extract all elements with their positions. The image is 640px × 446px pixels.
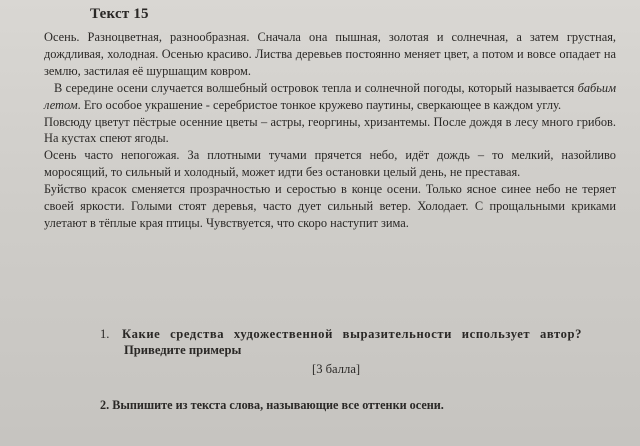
question-2 [100,398,444,413]
paragraph-1-line-2: грустная, дождливая, холодная. Осенью красиво. Листва деревьев постоянно меняет цвет, [44,30,616,61]
question-1 [100,326,610,343]
paragraph-2 [44,80,616,114]
paragraph-1 [44,29,616,80]
question-2-number: 2. [100,398,110,412]
question-1-continuation: Приведите примеры [124,343,242,357]
document-title: Текст 15 [90,6,149,22]
paragraph-5: Буйство красок сменяется прозрачностью и серостью в конце осени. Только ясное синее небо не теряет своей яркости. Голыми стоят деревья, часто дует сильный ветер. Холодает. С прощальными криками улетают в тёплые края птицы. Чувствуется, что скоро наступит зима. [44,182,616,230]
paragraph-3: Повсюду цветут пёстрые осенние цветы – астры, георгины, хризантемы. После дождя в лесу много грибов. На кустах спеют ягоды. [44,114,616,146]
paragraph-1-line-3: а потом и вовсе опадает на землю, застилая её шуршащим ковром. [44,46,616,78]
question-1-score: [3 балла] [312,362,361,376]
paragraph-2-end: . Его особое украшение - серебристое тонкое кружево паутины, сверкающее в каждом углу. [77,97,562,112]
paragraph-1-line-1: Осень. Разноцветная, разнообразная. Сначала она пышная, золотая и солнечная, а затем [44,30,559,44]
paragraph-2-start: В середине осени случается волшебный островок тепла и солнечной погоды, который называется [54,80,578,95]
paragraph-4: Осень часто непогожая. За плотными тучами прячется небо, идёт дождь – то мелкий, назойливо моросящий, то сильный и холодный, может идти без остановки целый день, не преставая. [44,148,616,180]
text-body [44,29,616,232]
italic-term: бабьим летом [44,80,616,112]
question-1-text: Какие средства художественной выразительности использует автор? [122,327,582,341]
question-2-text: Выпишите из текста слова, называющие все оттенки осени. [112,398,444,412]
question-1-number: 1. [100,327,110,341]
